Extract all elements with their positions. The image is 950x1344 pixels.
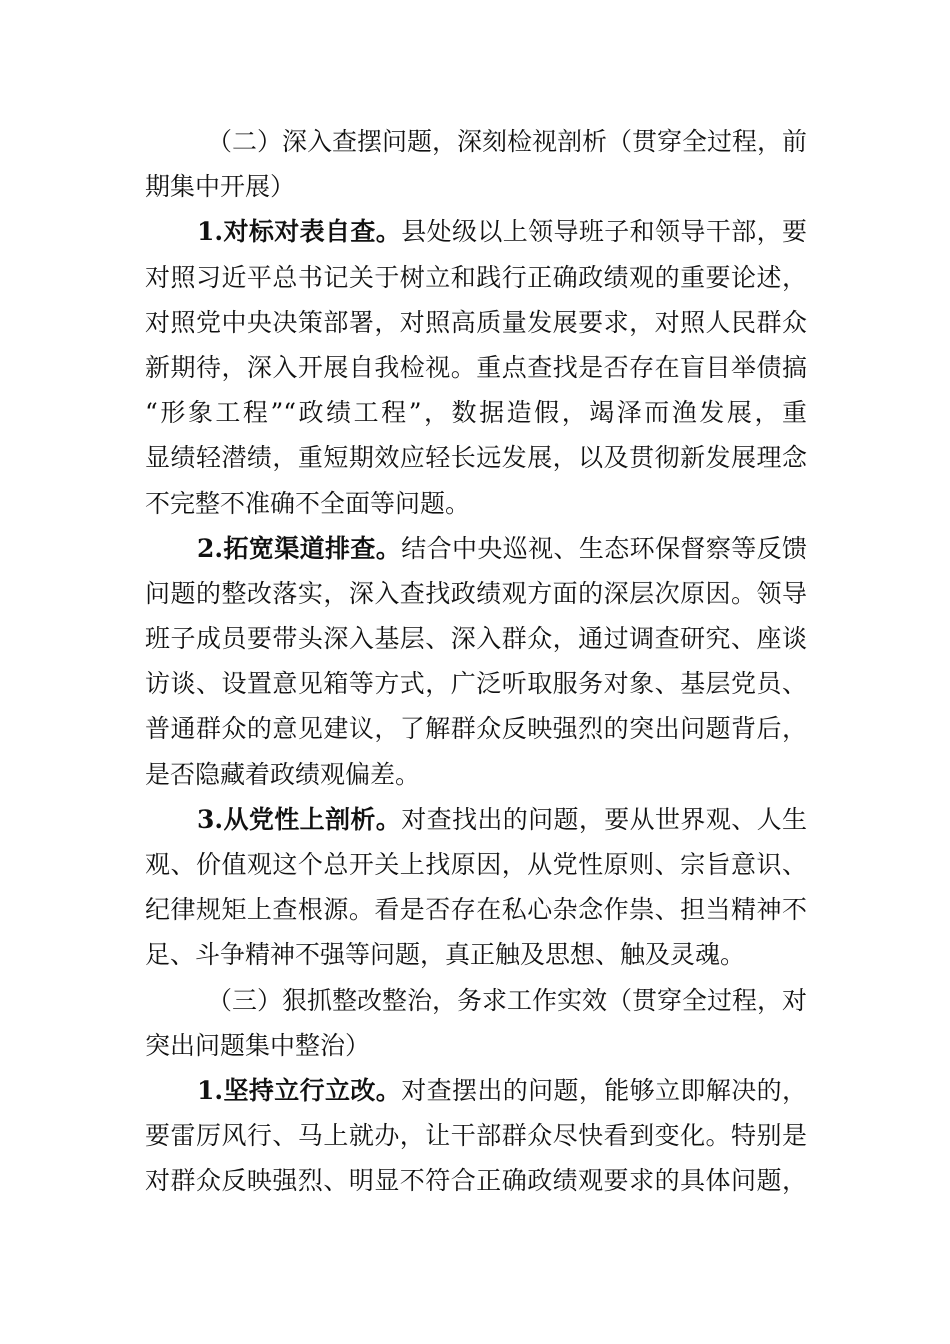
document-page [145,119,807,1204]
paragraph-lead-title: 1.对标对表自查。 [197,217,402,247]
line-text: 是否隐藏着政绩观偏差。 [145,759,421,789]
line-text: 期集中开展） [145,172,296,202]
line-text: 访谈、设置意见箱等方式，广泛听取服务对象、基层党员、 [145,669,807,699]
line-text: “形象工程”“政绩工程”，数据造假，竭泽而渔发展，重 [145,398,807,428]
line-text: 突出问题集中整治） [145,1030,371,1060]
line-text: 对查摆出的问题，能够立即解决的， [401,1075,807,1105]
text-line [145,752,807,797]
text-line [145,526,807,571]
line-text: 班子成员要带头深入基层、深入群众，通过调查研究、座谈 [145,624,807,654]
text-line [145,1158,807,1203]
line-text: 县处级以上领导班子和领导干部，要 [401,217,807,247]
text-line [145,842,807,887]
line-text: 对群众反映强烈、明显不符合正确政绩观要求的具体问题， [145,1166,807,1196]
line-text: 要雷厉风行、马上就办，让干部群众尽快看到变化。特别是 [145,1121,807,1151]
numbered-paragraph [145,1068,807,1204]
text-line [145,435,807,480]
text-line [145,978,807,1023]
line-text: 足、斗争精神不强等问题，真正触及思想、触及灵魂。 [145,940,746,970]
text-line [145,706,807,751]
section-heading [145,978,807,1068]
numbered-paragraph [145,526,807,797]
line-text: 对照党中央决策部署，对照高质量发展要求，对照人民群众 [145,307,807,337]
text-line [145,571,807,616]
line-text: 显绩轻潜绩，重短期效应轻长远发展，以及贯彻新发展理念 [145,443,807,473]
paragraph-lead-title: 3.从党性上剖析。 [197,804,402,834]
numbered-paragraph [145,209,807,525]
line-text: 问题的整改落实，深入查找政绩观方面的深层次原因。领导 [145,578,807,608]
text-line [145,1023,807,1068]
text-line [145,300,807,345]
text-line [145,390,807,435]
line-text: 对查找出的问题，要从世界观、人生 [401,804,807,834]
line-text: 对照习近平总书记关于树立和践行正确政绩观的重要论述， [145,262,807,292]
line-text: （三）狠抓整改整治，务求工作实效（贯穿全过程，对 [207,985,808,1015]
text-line [145,481,807,526]
text-line [145,255,807,300]
line-text: 观、价值观这个总开关上找原因，从党性原则、宗旨意识、 [145,850,807,879]
text-line [145,345,807,390]
paragraph-lead-title: 1.坚持立行立改。 [197,1075,402,1105]
text-line [145,209,807,254]
text-line [145,887,807,932]
line-text: 结合中央巡视、生态环保督察等反馈 [401,533,807,563]
line-text: （二）深入查摆问题，深刻检视剖析（贯穿全过程，前 [207,127,808,156]
text-line [145,119,807,164]
text-line [145,1068,807,1113]
numbered-paragraph [145,797,807,978]
text-line [145,1113,807,1158]
line-text: 新期待，深入开展自我检视。重点查找是否存在盲目举债搞 [145,352,807,382]
text-line [145,616,807,661]
line-text: 纪律规矩上查根源。看是否存在私心杂念作祟、担当精神不 [145,895,807,925]
text-line [145,661,807,706]
line-text: 普通群众的意见建议，了解群众反映强烈的突出问题背后， [145,714,807,744]
text-line [145,797,807,842]
section-heading [145,119,807,209]
text-line [145,164,807,209]
paragraph-lead-title: 2.拓宽渠道排查。 [197,533,402,563]
line-text: 不完整不准确不全面等问题。 [145,488,471,518]
text-line [145,932,807,977]
